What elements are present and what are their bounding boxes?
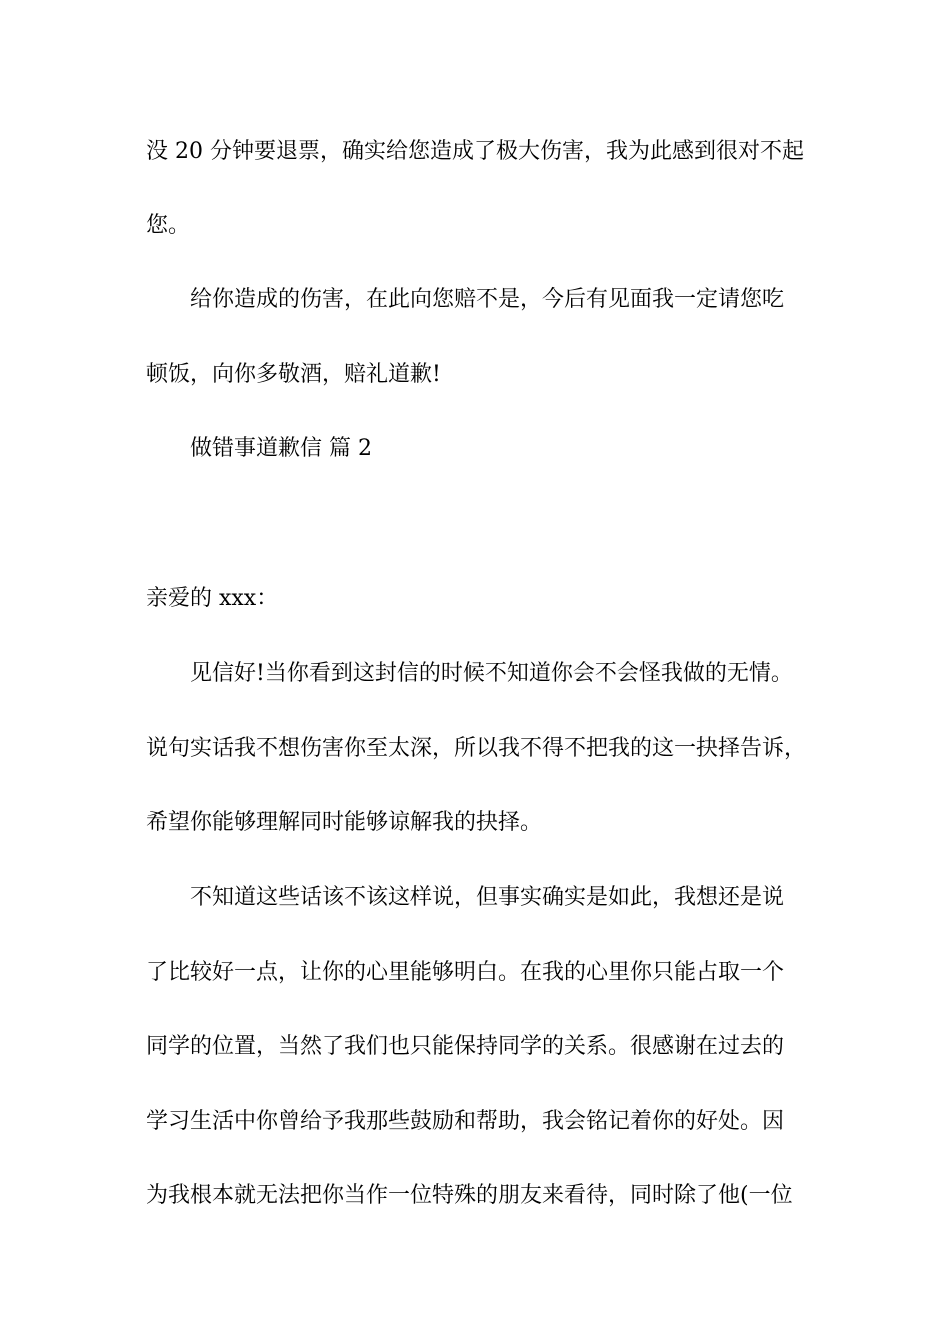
paragraph-line-4: 顿饭，向你多敬酒，赔礼道歉! (146, 362, 441, 387)
paragraph-line-11: 学习生活中你曾给予我那些鼓励和帮助，我会铭记着你的好处。因 (146, 1109, 785, 1134)
paragraph-line-8: 不知道这些话该不该这样说，但事实确实是如此，我想还是说 (190, 885, 785, 910)
paragraph-line-3: 给你造成的伤害，在此向您赔不是，今后有见面我一定请您吃 (190, 287, 785, 312)
paragraph-line-6: 说句实话我不想伤害你至太深，所以我不得不把我的这一抉择告诉， (146, 736, 807, 761)
paragraph-line-5: 见信好!当你看到这封信的时候不知道你会不会怪我做的无情。 (190, 661, 793, 686)
section-heading: 做错事道歉信 篇 2 (190, 436, 372, 461)
paragraph-line-9: 了比较好一点，让你的心里能够明白。在我的心里你只能占取一个 (146, 960, 785, 985)
paragraph-line-10: 同学的位置，当然了我们也只能保持同学的关系。很感谢在过去的 (146, 1034, 785, 1059)
salutation: 亲爱的 xxx： (146, 586, 279, 611)
paragraph-line-12: 为我根本就无法把你当作一位特殊的朋友来看待，同时除了他(一位 (146, 1183, 793, 1208)
paragraph-line-1: 没 20 分钟要退票，确实给您造成了极大伤害，我为此感到很对不起 (146, 139, 804, 164)
paragraph-line-7: 希望你能够理解同时能够谅解我的抉择。 (146, 810, 543, 835)
paragraph-line-2: 您。 (146, 213, 191, 238)
